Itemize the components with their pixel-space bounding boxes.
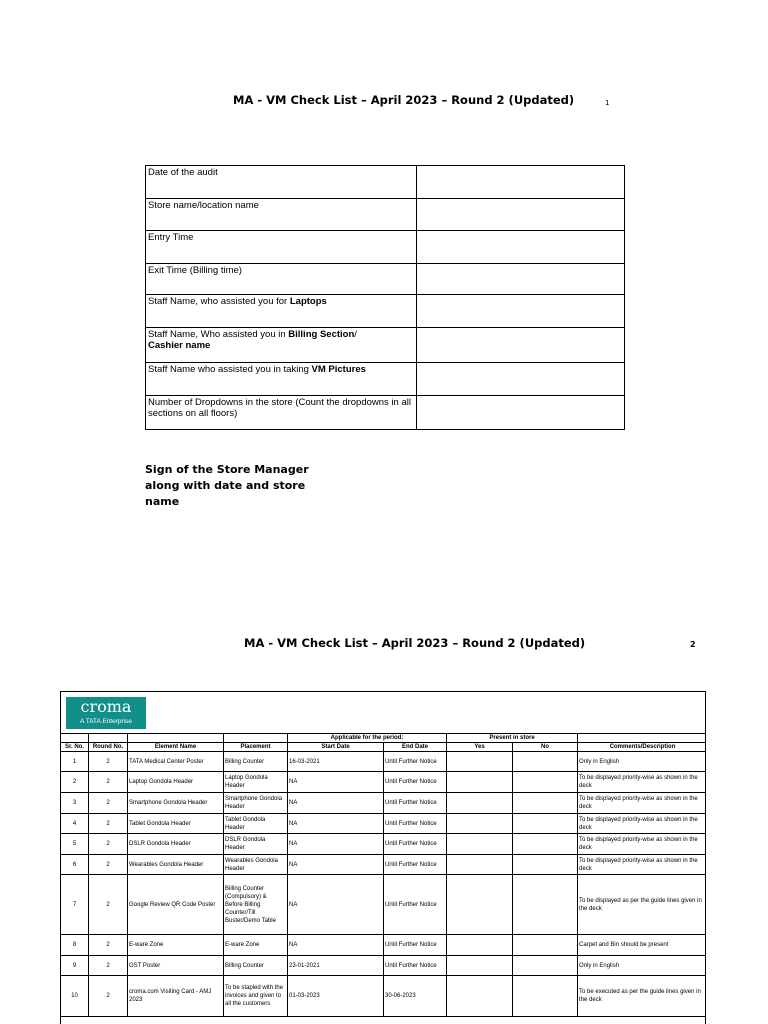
comments-cell: To be displayed as per the guide lines given in the deck <box>578 875 706 935</box>
element-name-cell: DSLR Gondola Header <box>128 834 224 855</box>
logo-brand-text: croma <box>80 697 132 716</box>
page-title: MA - VM Check List – April 2023 – Round 2 (Updated) <box>233 93 575 107</box>
placement-cell: Billing Counter <box>224 956 288 976</box>
audit-value-field[interactable] <box>417 231 625 264</box>
table-row <box>61 976 707 1017</box>
round-cell: 2 <box>89 875 128 935</box>
audit-value-field[interactable] <box>417 264 625 295</box>
page-number: 1 <box>605 99 610 107</box>
audit-info-table <box>145 165 625 430</box>
start-date-cell: NA <box>288 814 384 834</box>
start-date-cell: NA <box>288 855 384 875</box>
present-no-cell[interactable] <box>513 976 578 1017</box>
comments-cell: To be displayed priority-wise as shown in the deck <box>578 814 706 834</box>
table-row <box>61 855 707 875</box>
audit-row <box>146 328 625 363</box>
comments-cell: To be displayed priority-wise as shown in the deck <box>578 834 706 855</box>
round-cell: 2 <box>89 976 128 1017</box>
element-name-cell: Laptop Gondola Header <box>128 772 224 793</box>
end-date-cell: Until Further Notice <box>384 855 447 875</box>
element-name-cell: croma.com Visiting Card - AMJ 2023 <box>128 976 224 1017</box>
comments-cell: To be executed as per the guide lines given in the deck <box>578 976 706 1017</box>
round-cell: 2 <box>89 834 128 855</box>
start-date-cell: NA <box>288 935 384 956</box>
col-header-comments: Comments/Description <box>578 743 706 752</box>
table-row <box>61 793 707 814</box>
col-header-sr: Sr. No. <box>61 743 89 752</box>
start-date-cell: NA <box>288 834 384 855</box>
end-date-cell: Until Further Notice <box>384 875 447 935</box>
comments-cell: Only in English <box>578 956 706 976</box>
sr-cell: 7 <box>61 875 89 935</box>
end-date-cell: Until Further Notice <box>384 814 447 834</box>
audit-value-field[interactable] <box>417 166 625 199</box>
sr-cell: 10 <box>61 976 89 1017</box>
element-name-cell: Wearables Gondola Header <box>128 855 224 875</box>
sr-cell: 8 <box>61 935 89 956</box>
table-row <box>61 956 707 976</box>
audit-label: Date of the audit <box>146 166 417 199</box>
audit-row <box>146 363 625 396</box>
audit-label: Staff Name who assisted you in taking VM Pictures <box>146 363 417 396</box>
placement-cell: DSLR Gondola Header <box>224 834 288 855</box>
col-header-placement: Placement <box>224 743 288 752</box>
store-manager-sign-label: Sign of the Store Manager along with date and store name <box>145 463 309 508</box>
present-no-cell[interactable] <box>513 772 578 793</box>
present-yes-cell[interactable] <box>447 935 513 956</box>
round-cell: 2 <box>89 793 128 814</box>
round-cell: 2 <box>89 772 128 793</box>
element-name-cell: Smartphone Gondola Header <box>128 793 224 814</box>
audit-row <box>146 166 625 199</box>
present-yes-cell[interactable] <box>447 875 513 935</box>
present-yes-cell[interactable] <box>447 976 513 1017</box>
sr-cell: 4 <box>61 814 89 834</box>
start-date-cell: 16-03-2021 <box>288 752 384 772</box>
placement-cell: Wearables Gondola Header <box>224 855 288 875</box>
comments-cell: Only in English <box>578 752 706 772</box>
present-no-cell[interactable] <box>513 935 578 956</box>
audit-value-field[interactable] <box>417 396 625 430</box>
start-date-cell: NA <box>288 772 384 793</box>
end-date-cell: 30-06-2023 <box>384 976 447 1017</box>
round-cell: 2 <box>89 935 128 956</box>
table-row <box>61 834 707 855</box>
audit-row <box>146 231 625 264</box>
page-number: 2 <box>690 640 696 649</box>
round-cell: 2 <box>89 814 128 834</box>
page-title: MA - VM Check List – April 2023 – Round 2 (Updated) <box>244 636 586 650</box>
present-yes-cell[interactable] <box>447 855 513 875</box>
present-no-cell[interactable] <box>513 793 578 814</box>
table-row <box>61 772 707 793</box>
audit-label: Staff Name, who assisted you for Laptops <box>146 295 417 328</box>
placement-cell: Laptop Gondola Header <box>224 772 288 793</box>
end-date-cell: Until Further Notice <box>384 834 447 855</box>
start-date-cell: NA <box>288 875 384 935</box>
vm-checklist-frame <box>60 691 706 1024</box>
col-header-yes: Yes <box>447 743 513 752</box>
comments-cell: To be displayed priority-wise as shown in the deck <box>578 855 706 875</box>
comments-cell: To be displayed priority-wise as shown in the deck <box>578 772 706 793</box>
placement-cell: Billing Counter <box>224 752 288 772</box>
sr-cell: 9 <box>61 956 89 976</box>
end-date-cell: Until Further Notice <box>384 793 447 814</box>
placement-cell: Tablet Gondola Header <box>224 814 288 834</box>
present-yes-cell[interactable] <box>447 752 513 772</box>
present-yes-cell[interactable] <box>447 956 513 976</box>
column-header-row <box>61 743 707 752</box>
round-cell: 2 <box>89 956 128 976</box>
col-header-element: Element Name <box>128 743 224 752</box>
placement-cell: E-ware Zone <box>224 935 288 956</box>
sr-cell: 5 <box>61 834 89 855</box>
comments-cell: To be displayed priority-wise as shown in the deck <box>578 793 706 814</box>
present-yes-cell[interactable] <box>447 793 513 814</box>
present-no-cell[interactable] <box>513 956 578 976</box>
present-no-cell[interactable] <box>513 855 578 875</box>
audit-label: Store name/location name <box>146 199 417 231</box>
audit-row <box>146 264 625 295</box>
start-date-cell: 23-01-2021 <box>288 956 384 976</box>
element-name-cell: TATA Medical Center Poster <box>128 752 224 772</box>
present-yes-cell[interactable] <box>447 814 513 834</box>
sr-cell: 1 <box>61 752 89 772</box>
col-header-end: End Date <box>384 743 447 752</box>
table-row <box>61 814 707 834</box>
sr-cell: 3 <box>61 793 89 814</box>
col-header-no: No <box>513 743 578 752</box>
end-date-cell: Until Further Notice <box>384 956 447 976</box>
end-date-cell: Until Further Notice <box>384 772 447 793</box>
end-date-cell: Until Further Notice <box>384 752 447 772</box>
present-yes-cell[interactable] <box>447 834 513 855</box>
audit-value-field[interactable] <box>417 199 625 231</box>
element-name-cell: Tablet Gondola Header <box>128 814 224 834</box>
audit-label: Entry Time <box>146 231 417 264</box>
audit-row <box>146 396 625 430</box>
audit-row <box>146 295 625 328</box>
placement-cell: Billing Counter (Compulsory) & Before Billing Counter/Till Buster/Demo Table <box>224 875 288 935</box>
present-yes-cell[interactable] <box>447 772 513 793</box>
round-cell: 2 <box>89 752 128 772</box>
audit-value-field[interactable] <box>417 295 625 328</box>
audit-row <box>146 199 625 231</box>
present-no-cell[interactable] <box>513 814 578 834</box>
placement-cell: To be stapled with the invoices and given to all the customers <box>224 976 288 1017</box>
start-date-cell: 01-03-2023 <box>288 976 384 1017</box>
round-cell: 2 <box>89 855 128 875</box>
element-name-cell: GST Poster <box>128 956 224 976</box>
audit-label: Staff Name, Who assisted you in Billing Section/ Cashier name <box>146 328 417 363</box>
placement-cell: Smartphone Gondola Header <box>224 793 288 814</box>
col-header-round: Round No. <box>89 743 128 752</box>
logo-sub-text: A TATA Enterprise <box>80 718 132 725</box>
col-header-start: Start Date <box>288 743 384 752</box>
present-no-cell[interactable] <box>513 834 578 855</box>
sr-cell: 6 <box>61 855 89 875</box>
vm-checklist-table <box>60 733 706 1017</box>
element-name-cell: E-ware Zone <box>128 935 224 956</box>
audit-label: Exit Time (Billing time) <box>146 264 417 295</box>
group-header-row <box>61 734 707 743</box>
croma-logo <box>66 697 146 729</box>
comments-cell: Carpet and Bin should be present <box>578 935 706 956</box>
audit-value-field[interactable] <box>417 328 625 363</box>
table-row <box>61 875 707 935</box>
present-no-cell[interactable] <box>513 875 578 935</box>
audit-label: Number of Dropdowns in the store (Count the dropdowns in all sections on all floors) <box>146 396 417 430</box>
table-row <box>61 935 707 956</box>
period-group-header: Applicable for the period: <box>288 734 447 743</box>
table-row <box>61 752 707 772</box>
start-date-cell: NA <box>288 793 384 814</box>
present-group-header: Present in store <box>447 734 578 743</box>
audit-value-field[interactable] <box>417 363 625 396</box>
sr-cell: 2 <box>61 772 89 793</box>
present-no-cell[interactable] <box>513 752 578 772</box>
element-name-cell: Google Review QR Code Poster <box>128 875 224 935</box>
end-date-cell: Until Further Notice <box>384 935 447 956</box>
